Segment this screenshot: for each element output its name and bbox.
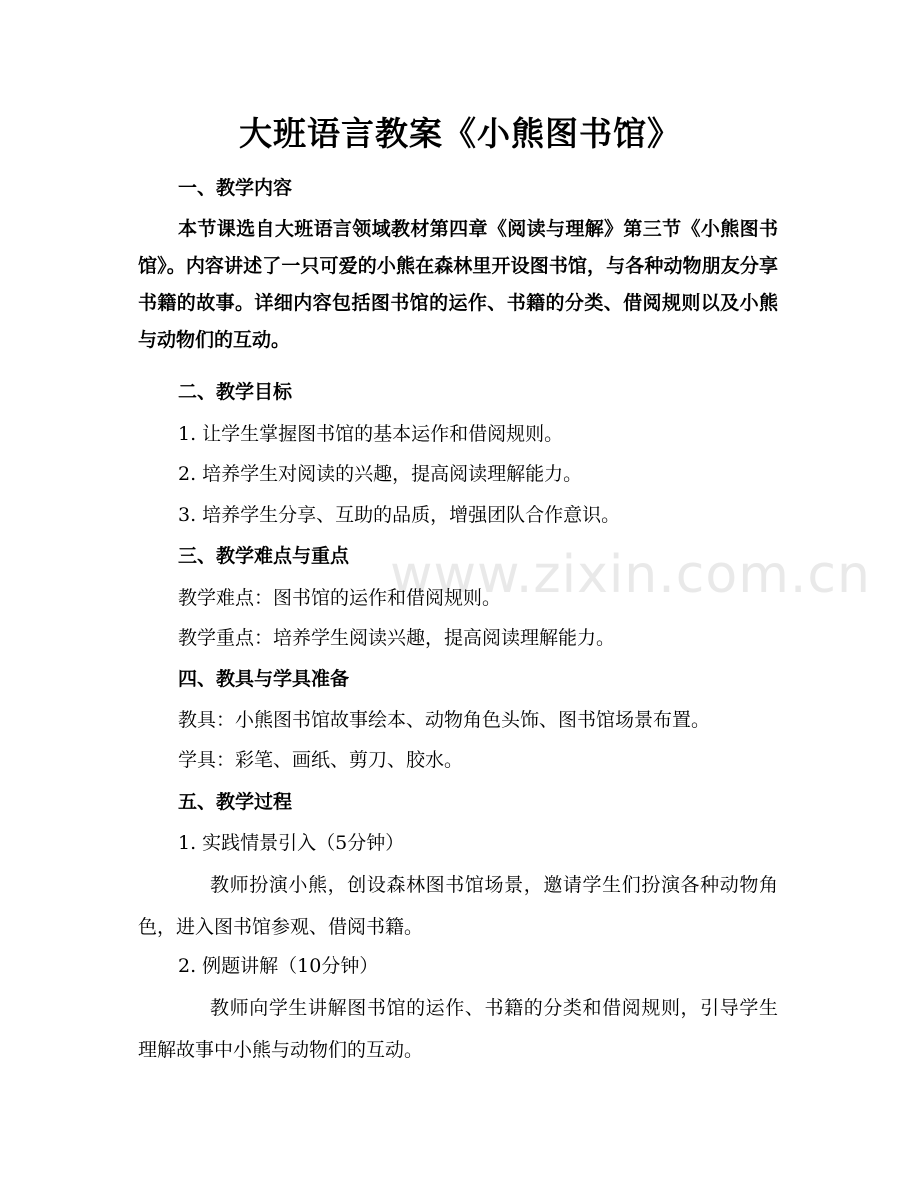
section-heading-difficulty-key: 三、教学难点与重点 (178, 545, 350, 567)
process-step-1-text: 教师扮演小熊，创设森林图书馆场景，邀请学生们扮演各种动物角色，进入图书馆参观、借阅书籍。 (138, 874, 778, 938)
section-heading-content: 一、教学内容 (178, 177, 293, 199)
objective-item-3: 3. 培养学生分享、互助的品质，增强团队合作意识。 (178, 504, 621, 526)
watermark-text: www.zixin.com.cn (390, 545, 871, 605)
process-step-2-text: 教师向学生讲解图书馆的运作、书籍的分类和借阅规则，引导学生理解故事中小熊与动物们的互动。 (138, 997, 778, 1061)
teacher-tools: 教具：小熊图书馆故事绘本、动物角色头饰、图书馆场景布置。 (178, 709, 711, 731)
teaching-difficulty: 教学难点：图书馆的运作和借阅规则。 (178, 587, 502, 609)
objective-item-2: 2. 培养学生对阅读的兴趣，提高阅读理解能力。 (178, 463, 583, 485)
student-tools: 学具：彩笔、画纸、剪刀、胶水。 (178, 749, 464, 771)
section-heading-objectives: 二、教学目标 (178, 381, 293, 403)
process-step-1-title: 1. 实践情景引入（5分钟） (178, 832, 405, 854)
objective-item-1: 1. 让学生掌握图书馆的基本运作和借阅规则。 (178, 423, 564, 445)
section-heading-process: 五、教学过程 (178, 791, 293, 813)
document-title: 大班语言教案《小熊图书馆》 (239, 114, 681, 153)
process-step-2-title: 2. 例题讲解（10分钟） (178, 955, 379, 977)
section-heading-materials: 四、教具与学具准备 (178, 668, 350, 690)
section-content-paragraph: 本节课选自大班语言领域教材第四章《阅读与理解》第三节《小熊图书馆》。内容讲述了一只可爱的小熊在森林里开设图书馆，与各种动物朋友分享书籍的故事。详细内容包括图书馆的运作、书籍的分类、借阅规则以及小熊与动物们的互动。 (138, 218, 778, 351)
teaching-key-point: 教学重点：培养学生阅读兴趣，提高阅读理解能力。 (178, 627, 616, 649)
